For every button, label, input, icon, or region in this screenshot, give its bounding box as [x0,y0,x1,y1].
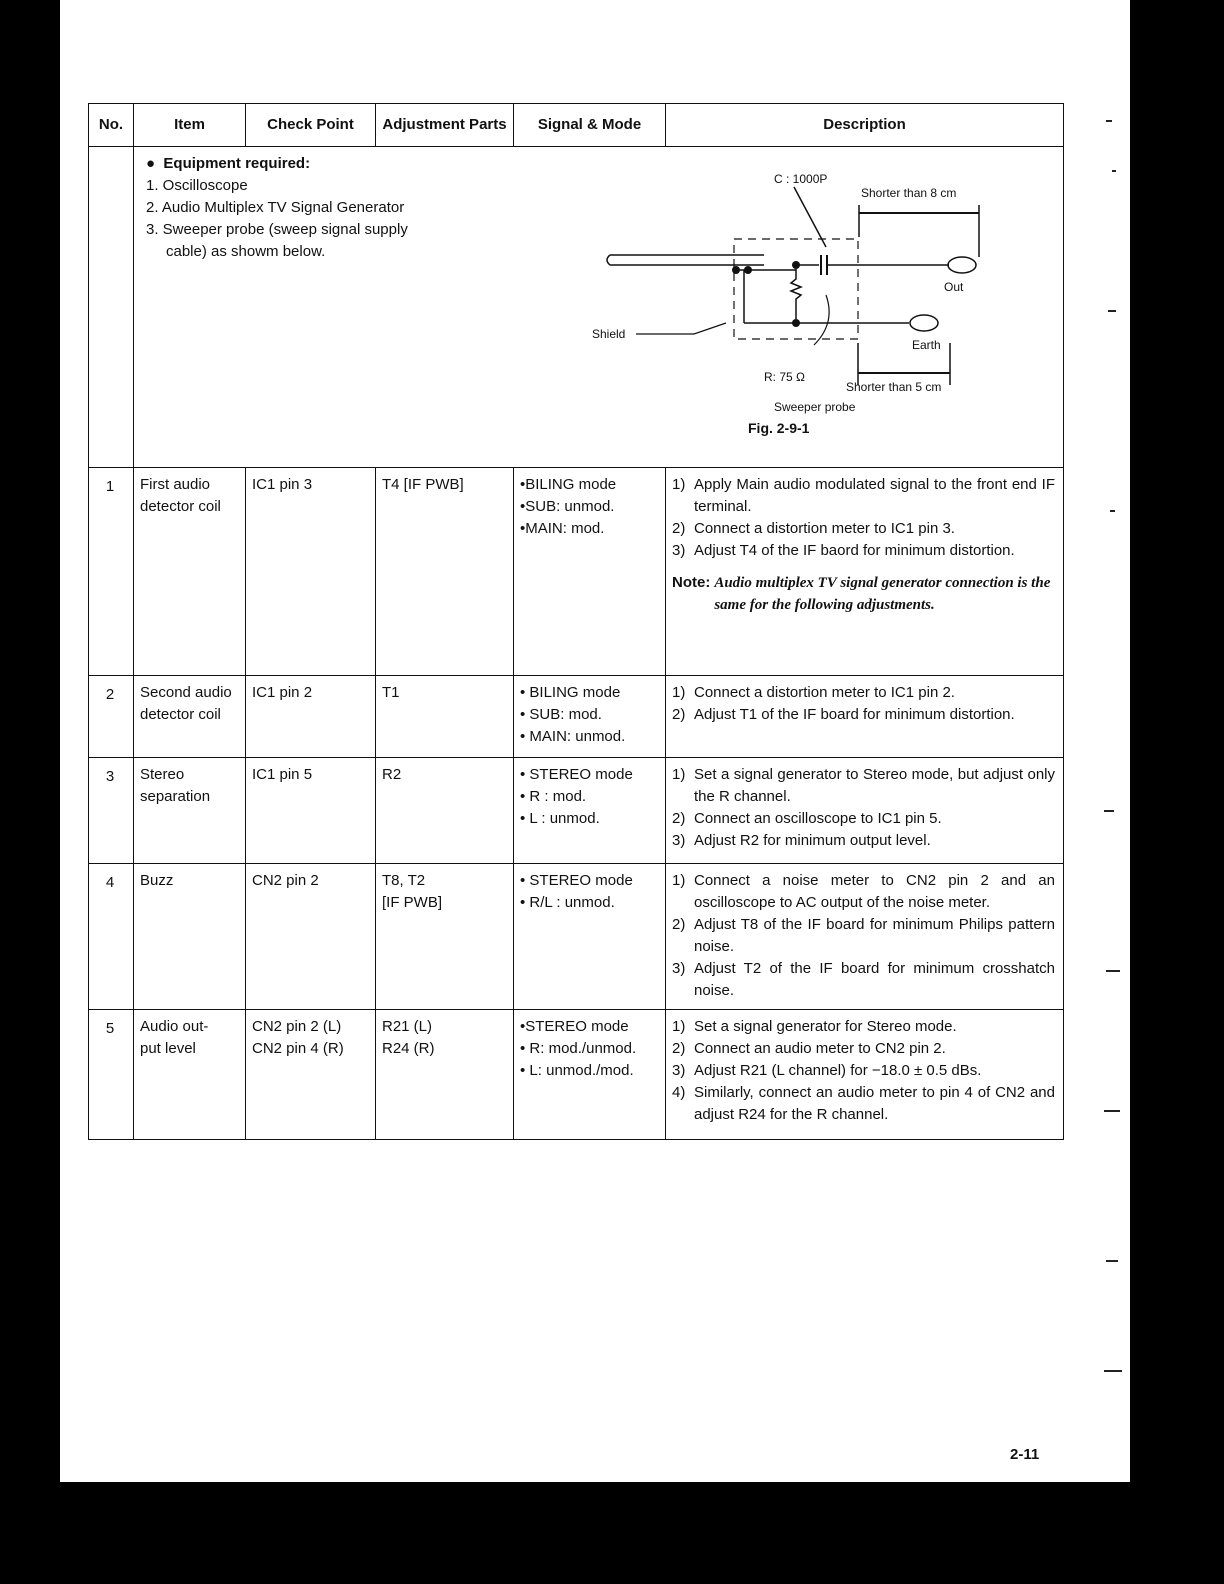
step-number: 1) [672,1018,686,1035]
check-point-text: CN2 pin 2 [252,872,319,889]
item-cell [134,864,246,1010]
signal-mode-text: • STEREO mode [520,872,633,889]
step-text: Set a signal generator to Stereo mode, but adjust only the R channel. [694,766,1055,805]
length-8cm-label: Shorter than 8 cm [861,186,957,200]
item-text: Stereo [140,766,185,783]
step-text: Adjust T8 of the IF board for minimum Philips pattern noise. [694,916,1055,955]
signal-mode-text: •MAIN: mod. [520,520,605,537]
step-number: 1) [672,476,686,493]
table-row [89,758,1064,864]
sweeper-probe-diagram [564,147,984,447]
step-number: 1) [672,872,686,889]
adjustment-part-text: R24 (R) [382,1040,435,1057]
signal-mode-text: • SUB: mod. [520,706,602,723]
step-text: Similarly, connect an audio meter to pin 4 of CN2 and adjust R24 for the R channel. [694,1084,1055,1123]
equipment-item: 3. Sweeper probe (sweep signal supply [146,221,408,238]
out-label: Out [944,280,964,294]
check-point-text: CN2 pin 2 (L) [252,1018,342,1035]
step-text: Adjust R2 for minimum output level. [694,832,931,849]
signal-mode-cell [514,676,666,758]
description-step [672,518,1055,540]
step-text: Adjust R21 (L channel) for −18.0 ± 0.5 dBs. [694,1062,982,1079]
earth-label: Earth [912,338,941,352]
item-text: separation [140,788,211,805]
item-cell [134,468,246,676]
bullet-icon: ● [146,155,156,172]
description-step [672,764,1055,808]
equipment-title: Equipment required: [163,155,311,172]
description-step [672,830,1055,852]
earth-connector-icon [910,315,938,331]
item-cell [134,1010,246,1140]
signal-mode-cell [514,1010,666,1140]
description-step [672,958,1055,1002]
capacitor-label: C : 1000P [774,172,828,186]
description-step [672,808,1055,830]
adjustment-parts-cell [376,1010,514,1140]
signal-mode-text: • L: unmod./mod. [520,1062,634,1079]
check-point-cell [246,468,376,676]
item-text: detector coil [140,498,221,515]
step-number: 1) [672,766,686,783]
step-number: 2) [672,520,686,537]
adjustment-parts-cell [376,676,514,758]
signal-mode-text: •SUB: unmod. [520,498,615,515]
equipment-row [89,147,1064,468]
header-signal-mode: Signal & Mode [514,104,666,147]
signal-mode-text: •STEREO mode [520,1018,629,1035]
table-row [89,864,1064,1010]
item-text: Buzz [140,872,174,889]
check-point-text: IC1 pin 3 [252,476,313,493]
row-number: 1 [89,468,134,676]
adjustment-part-text: R2 [382,766,402,783]
page-number: 2-11 [1010,1446,1040,1463]
coax-cable [607,255,764,265]
signal-mode-text: • L : unmod. [520,810,600,827]
check-point-cell [246,864,376,1010]
signal-mode-text: • MAIN: unmod. [520,728,626,745]
step-number: 2) [672,810,686,827]
table-row [89,468,1064,676]
step-number: 2) [672,1040,686,1057]
check-point-cell [246,758,376,864]
header-description: Description [666,104,1064,147]
signal-mode-text: • R : mod. [520,788,587,805]
description-step [672,474,1055,518]
step-number: 3) [672,1062,686,1079]
step-text: Apply Main audio modulated signal to the front end IF terminal. [694,476,1055,515]
check-point-cell [246,676,376,758]
adjustment-table [88,103,1064,1140]
out-connector-icon [948,257,976,273]
signal-mode-cell [514,758,666,864]
adjustment-part-text: T1 [382,684,400,701]
adjustment-parts-cell [376,758,514,864]
step-number: 2) [672,706,686,723]
row-number: 3 [89,758,134,864]
description-step [672,870,1055,914]
signal-mode-text: •BILING mode [520,476,617,493]
description-step [672,1016,1055,1038]
note-text: Audio multiplex TV signal generator connection is the same for the following adjustments. [714,575,1051,613]
signal-mode-text: • BILING mode [520,684,621,701]
shield-label: Shield [592,327,626,341]
step-text: Adjust T4 of the IF baord for minimum distortion. [694,542,1015,559]
step-text: Connect a noise meter to CN2 pin 2 and an oscilloscope to AC output of the noise meter. [694,872,1055,911]
figure-caption: Fig. 2-9-1 [748,420,810,436]
table-header-row [89,104,1064,147]
header-check-point: Check Point [246,104,376,147]
row-number: 2 [89,676,134,758]
step-text: Connect an audio meter to CN2 pin 2. [694,1040,946,1057]
item-text: Second audio [140,684,232,701]
signal-mode-cell [514,864,666,1010]
step-number: 3) [672,542,686,559]
step-text: Connect an oscilloscope to IC1 pin 5. [694,810,942,827]
note [672,572,1055,616]
item-text: detector coil [140,706,221,723]
step-number: 1) [672,684,686,701]
step-number: 2) [672,916,686,933]
step-number: 3) [672,832,686,849]
description-cell [666,676,1064,758]
note-label: Note: [672,574,711,591]
table-row [89,1010,1064,1140]
resistor-label: R: 75 Ω [764,370,805,384]
item-cell [134,758,246,864]
resistor-symbol [791,269,801,319]
description-cell [666,864,1064,1010]
step-number: 3) [672,960,686,977]
step-text: Adjust T2 of the IF board for minimum crosshatch noise. [694,960,1055,999]
signal-mode-text: • R/L : unmod. [520,894,615,911]
equipment-item: 2. Audio Multiplex TV Signal Generator [146,199,405,216]
item-cell [134,676,246,758]
adjustment-parts-cell [376,468,514,676]
adjustment-part-text: [IF PWB] [382,894,442,911]
table-row [89,676,1064,758]
equipment-item: cable) as showm below. [166,243,326,260]
header-no: No. [89,104,134,147]
signal-mode-text: • STEREO mode [520,766,633,783]
probe-label: Sweeper probe [774,400,856,414]
description-step [672,540,1055,562]
row-number: 4 [89,864,134,1010]
description-cell [666,468,1064,676]
signal-mode-cell [514,468,666,676]
step-number: 4) [672,1084,686,1101]
adjustment-parts-cell [376,864,514,1010]
description-step [672,1038,1055,1060]
header-item: Item [134,104,246,147]
check-point-text: IC1 pin 5 [252,766,313,783]
check-point-cell [246,1010,376,1140]
adjustment-part-text: T4 [IF PWB] [382,476,464,493]
row-number: 5 [89,1010,134,1140]
length-5cm-label: Shorter than 5 cm [846,380,942,394]
step-text: Adjust T1 of the IF board for minimum distortion. [694,706,1015,723]
scan-edge-marks [1104,110,1124,1460]
adjustment-part-text: T8, T2 [382,872,426,889]
check-point-text: IC1 pin 2 [252,684,313,701]
check-point-text: CN2 pin 4 (R) [252,1040,344,1057]
description-step [672,1060,1055,1082]
equipment-list [146,153,408,263]
item-text: First audio [140,476,211,493]
step-text: Connect a distortion meter to IC1 pin 2. [694,684,955,701]
item-text: Audio out- [140,1018,209,1035]
pointer-line [794,187,826,247]
item-text: put level [140,1040,196,1057]
description-step [672,704,1055,726]
adjustment-part-text: R21 (L) [382,1018,433,1035]
description-cell [666,758,1064,864]
step-text: Connect a distortion meter to IC1 pin 3. [694,520,955,537]
description-step [672,682,1055,704]
header-adjustment-parts: Adjustment Parts [376,104,514,147]
equipment-item: 1. Oscilloscope [146,177,248,194]
description-cell [666,1010,1064,1140]
signal-mode-text: • R: mod./unmod. [520,1040,637,1057]
description-step [672,914,1055,958]
description-step [672,1082,1055,1126]
step-text: Set a signal generator for Stereo mode. [694,1018,957,1035]
